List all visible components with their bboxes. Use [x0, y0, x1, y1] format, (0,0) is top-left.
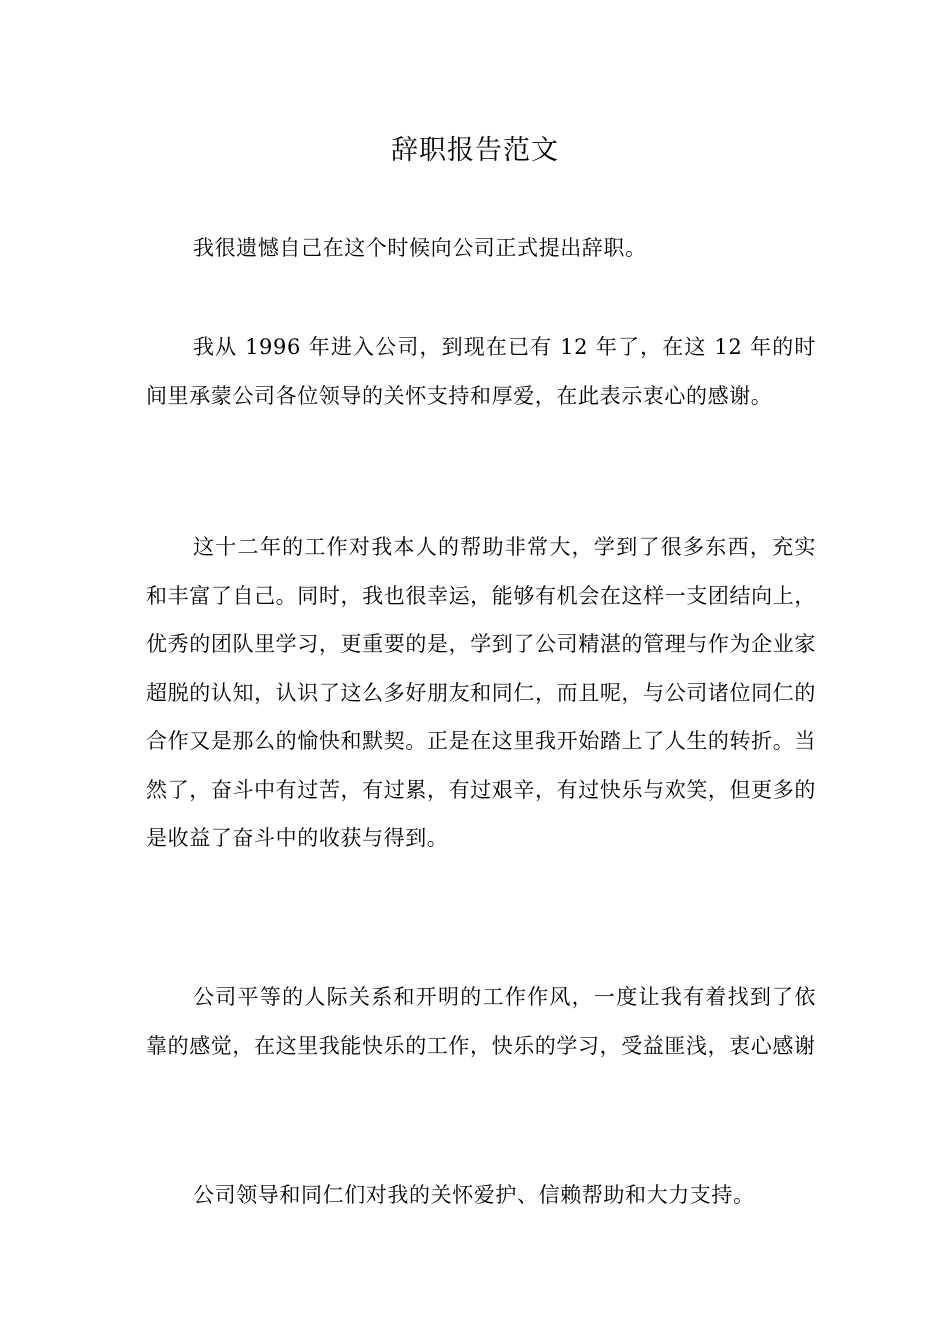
paragraph-tenure: 我从 1996 年进入公司，到现在已有 12 年了，在这 12 年的时间里承蒙公司各位领导的关怀支持和厚爱，在此表示衷心的感谢。	[146, 335, 816, 408]
paragraph-experience: 这十二年的工作对我本人的帮助非常大，学到了很多东西，充实和丰富了自己。同时，我也很幸运，能够有机会在这样一支团结向上，优秀的团队里学习，更重要的是，学到了公司精湛的管理与作为企业家超脱的认知，认识了这么多好朋友和同仁，而且呢，与公司诸位同仁的合作又是那么的愉快和默契。正是在这里我开始踏上了人生的转折。当然了，奋斗中有过苦，有过累，有过艰辛，有过快乐与欢笑，但更多的是收益了奋斗中的收获与得到。	[146, 535, 816, 850]
paragraph-atmosphere: 公司平等的人际关系和开明的工作作风，一度让我有着找到了依靠的感觉，在这里我能快乐的工作，快乐的学习，受益匪浅，衷心感谢	[146, 985, 816, 1058]
paragraph-opening: 我很遗憾自己在这个时候向公司正式提出辞职。	[193, 236, 647, 260]
document-title: 辞职报告范文	[391, 135, 559, 166]
paragraph-thanks: 公司领导和同仁们对我的关怀爱护、信赖帮助和大力支持。	[193, 1183, 755, 1207]
